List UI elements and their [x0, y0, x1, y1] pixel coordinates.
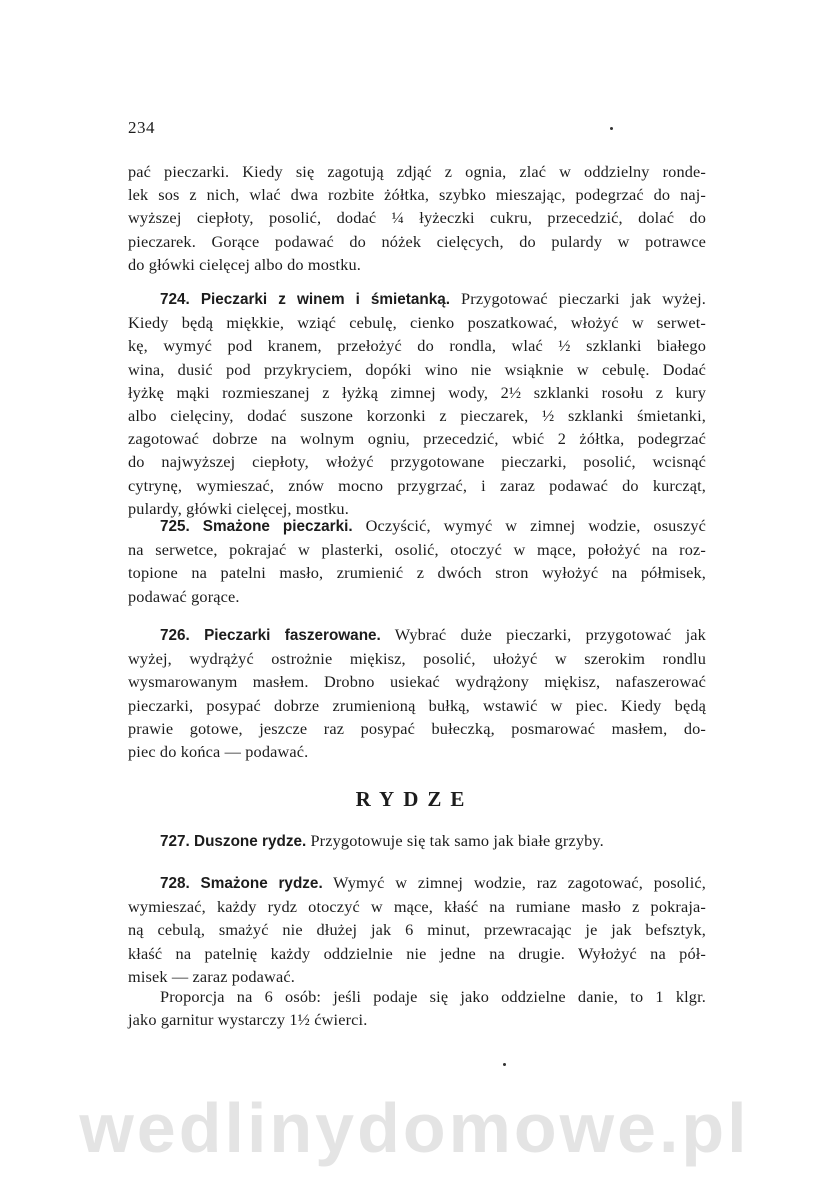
text-line: do najwyższej ciepłoty, włożyć przygotowane pieczarki, posolić, wcisnąć	[128, 452, 706, 472]
text-line: łyżkę mąki rozmieszanej z łyżką zimnej wody, 2½ szklanki rosołu z kury	[128, 382, 706, 402]
text-line: pulardy, główki cielęcej, mostku.	[128, 498, 349, 518]
recipe-first-line	[128, 871, 706, 895]
recipe-728	[128, 871, 706, 988]
text-line: pieczarek. Gorące podawać do nóżek cielęcych, do pulardy w potrawce	[128, 231, 706, 251]
text-line: cytrynę, wymieszać, znów mocno przygrzać, i zaraz podawać do kurcząt,	[128, 475, 706, 495]
text-line: zagotować dobrze na wolnym ogniu, przecedzić, wbić 2 żółtka, podegrzać	[128, 429, 706, 449]
recipe-title: 725. Smażone pieczarki.	[160, 518, 353, 535]
recipe-title: 724. Pieczarki z winem i śmietanką.	[160, 291, 450, 308]
watermark: wedlinydomowe.pl	[79, 1089, 750, 1167]
recipe-first-line	[128, 829, 706, 853]
text-line: kę, wymyć pod kranem, przełożyć do rondla, wlać ½ szklanki białego	[128, 336, 706, 356]
recipe-text: Przygotować pieczarki jak wyżej.	[461, 289, 706, 308]
page-number: 234	[128, 118, 155, 137]
recipe-first-line	[128, 514, 706, 538]
text-line: prawie gotowe, jeszcze raz posypać bułeczką, posmarować masłem, do-	[128, 718, 706, 738]
text-line: jako garnitur wystarczy 1½ ćwierci.	[128, 1010, 368, 1030]
scan-speck	[610, 127, 613, 130]
recipe-title: 728. Smażone rydze.	[160, 875, 323, 892]
text-line: podawać gorące.	[128, 586, 240, 606]
text-line: kłaść na patelnię każdy oddzielnie nie jedne na drugie. Wyłożyć na pół-	[128, 943, 706, 963]
recipe-724	[128, 287, 706, 520]
recipe-text: Wybrać duże pieczarki, przygotować jak	[394, 625, 706, 644]
recipe-text: Przygotowuje się tak samo jak białe grzyby.	[310, 831, 604, 850]
recipe-725	[128, 514, 706, 608]
text-line: wymieszać, każdy rydz otoczyć w mące, kłaść na rumiane masło z pokraja-	[128, 897, 706, 917]
recipe-727	[128, 829, 706, 853]
proportion-note	[128, 985, 706, 1031]
recipe-first-line	[128, 623, 706, 647]
text-line: albo cielęciny, dodać suszone korzonki z pieczarek, ½ szklanki śmietanki,	[128, 406, 706, 426]
text-line: misek — zaraz podawać.	[128, 966, 295, 986]
text-line: wysmarowanym masłem. Drobno usiekać wydrążony miękisz, nafaszerować	[128, 672, 706, 692]
recipe-text: Wymyć w zimnej wodzie, raz zagotować, posolić,	[333, 873, 706, 892]
text-line: do główki cielęcej albo do mostku.	[128, 254, 361, 274]
text-line: ną cebulą, smażyć nie dłużej jak 6 minut, przewracając je jak befsztyk,	[128, 920, 706, 940]
text-line: pać pieczarki. Kiedy się zagotują zdjąć z ognia, zlać w oddzielny ronde-	[128, 162, 706, 181]
recipe-title: 726. Pieczarki faszerowane.	[160, 627, 381, 644]
scan-speck	[503, 1063, 506, 1066]
text-line: wyżej, wydrążyć ostrożnie miękisz, posolić, ułożyć w szerokim rondlu	[128, 649, 706, 669]
text-line: topione na patelni masło, zrumienić z dwóch stron wyłożyć na półmisek,	[128, 563, 706, 583]
continuation-paragraph	[128, 160, 706, 276]
text-line: pieczarki, posypać dobrze zrumienioną bułką, wstawić w piec. Kiedy będą	[128, 695, 706, 715]
recipe-first-line	[128, 287, 706, 311]
text-line: Kiedy będą miękkie, wziąć cebulę, cienko poszatkować, włożyć w serwet-	[128, 313, 706, 333]
section-heading: RYDZE	[355, 787, 474, 811]
recipe-title: 727. Duszone rydze.	[160, 833, 307, 850]
text-line: Proporcja na 6 osób: jeśli podaje się jako oddzielne danie, to 1 klgr.	[160, 987, 706, 1006]
text-line: wyższej ciepłoty, posolić, dodać ¼ łyżeczki cukru, przecedzić, dolać do	[128, 208, 706, 228]
text-line: lek sos z nich, wlać dwa rozbite żółtka, szybko mieszając, podegrzać do naj-	[128, 185, 706, 205]
recipe-text: Oczyścić, wymyć w zimnej wodzie, osuszyć	[365, 516, 707, 535]
text-line: wina, dusić pod przykryciem, dopóki wino nie wsiąknie w cebulę. Dodać	[128, 359, 706, 379]
recipe-726	[128, 623, 706, 763]
text-line: piec do końca — podawać.	[128, 742, 309, 762]
text-line: na serwetce, pokrajać w plasterki, osolić, otoczyć w mące, położyć na roz-	[128, 540, 706, 560]
